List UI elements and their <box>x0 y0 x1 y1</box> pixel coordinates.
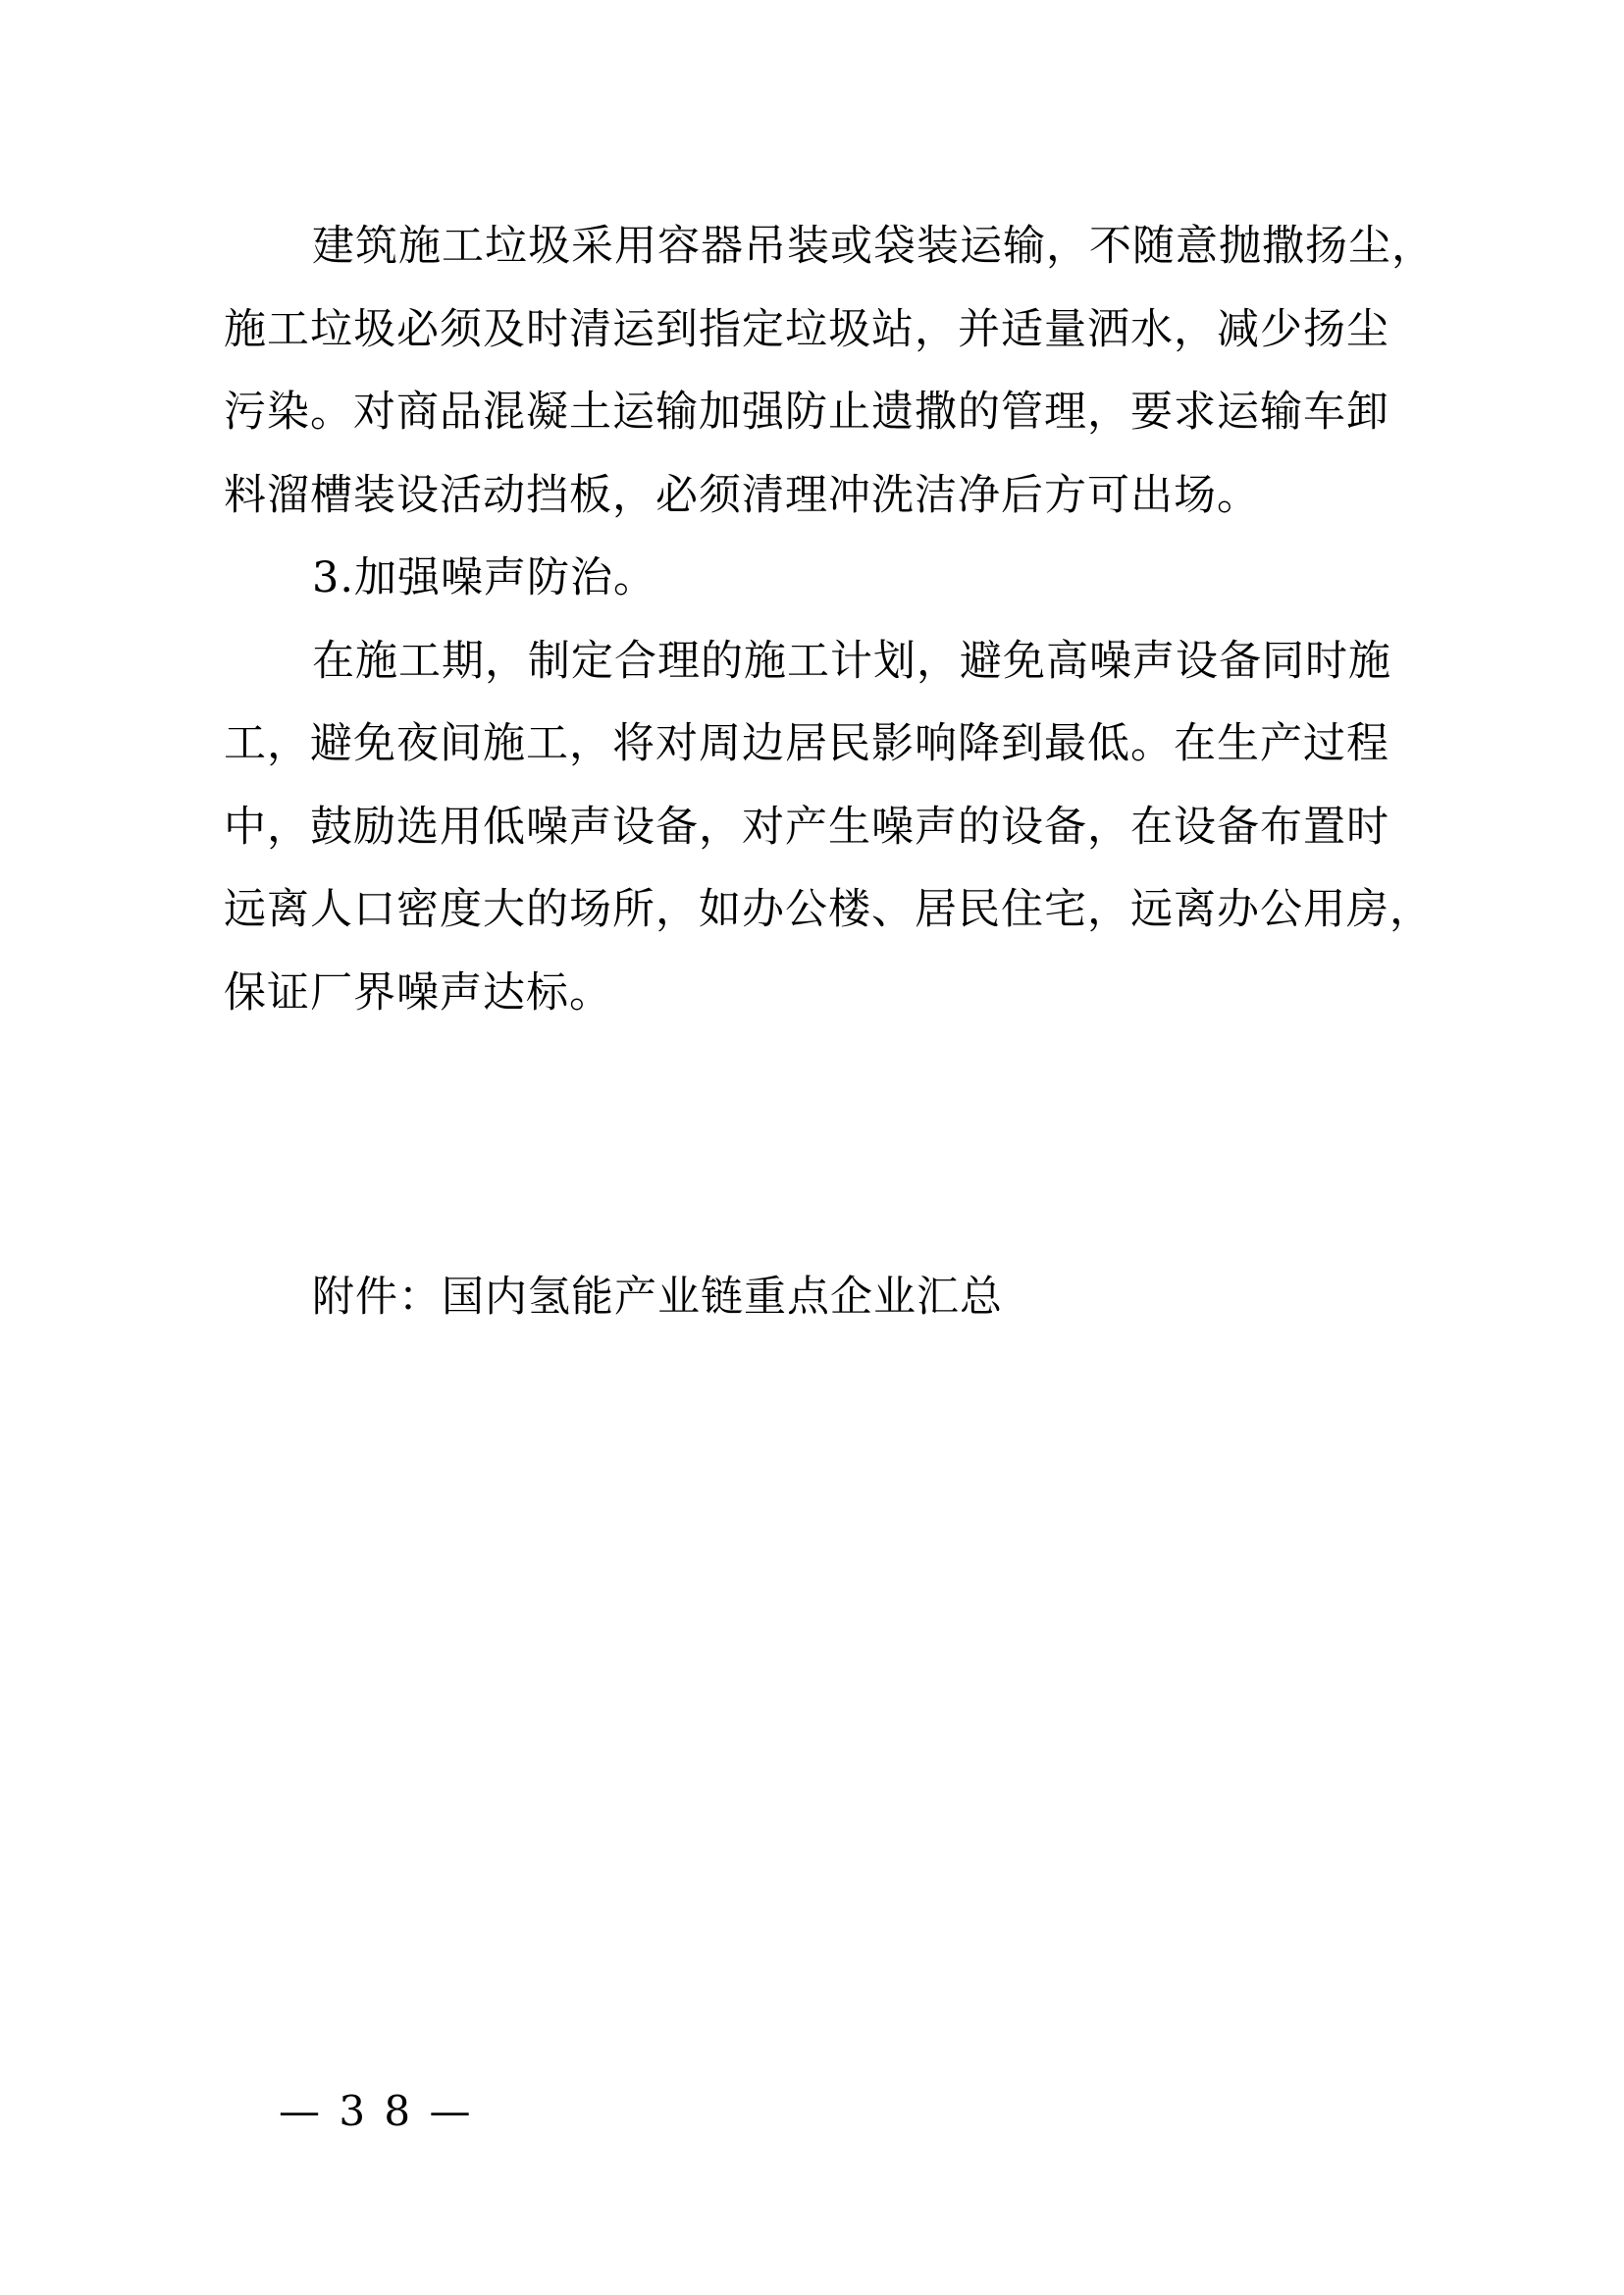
body-line: 建筑施工垃圾采用容器吊装或袋装运输，不随意抛撒扬尘， <box>312 222 1435 271</box>
body-line: 保证厂界噪声达标。 <box>224 967 612 1017</box>
page-number: — 3 8 — <box>279 2087 474 2135</box>
body-line: 施工垃圾必须及时清运到指定垃圾站，并适量洒水，减少扬尘 <box>224 304 1389 354</box>
body-line: 中，鼓励选用低噪声设备，对产生噪声的设备，在设备布置时 <box>224 802 1389 852</box>
paragraph-noise-control <box>224 620 1433 1035</box>
paragraph-dust-control <box>224 205 1435 537</box>
body-line: 料溜槽装设活动挡板，必须清理冲洗洁净后方可出场。 <box>224 470 1260 520</box>
attachment-note: 附件：国内氢能产业链重点企业汇总 <box>312 1273 1003 1322</box>
body-line: 远离人口密度大的场所，如办公楼、居民住宅，远离办公用房， <box>224 885 1433 934</box>
body-line: 污染。对商品混凝土运输加强防止遗撒的管理，要求运输车卸 <box>224 388 1389 437</box>
section-heading: 3.加强噪声防治。 <box>312 553 657 602</box>
body-text-block <box>224 205 1435 1034</box>
body-line: 工，避免夜间施工，将对周边居民影响降到最低。在生产过程 <box>224 719 1389 768</box>
paragraph-noise-heading <box>224 537 1425 620</box>
body-line: 在施工期，制定合理的施工计划，避免高噪声设备同时施 <box>312 636 1391 686</box>
